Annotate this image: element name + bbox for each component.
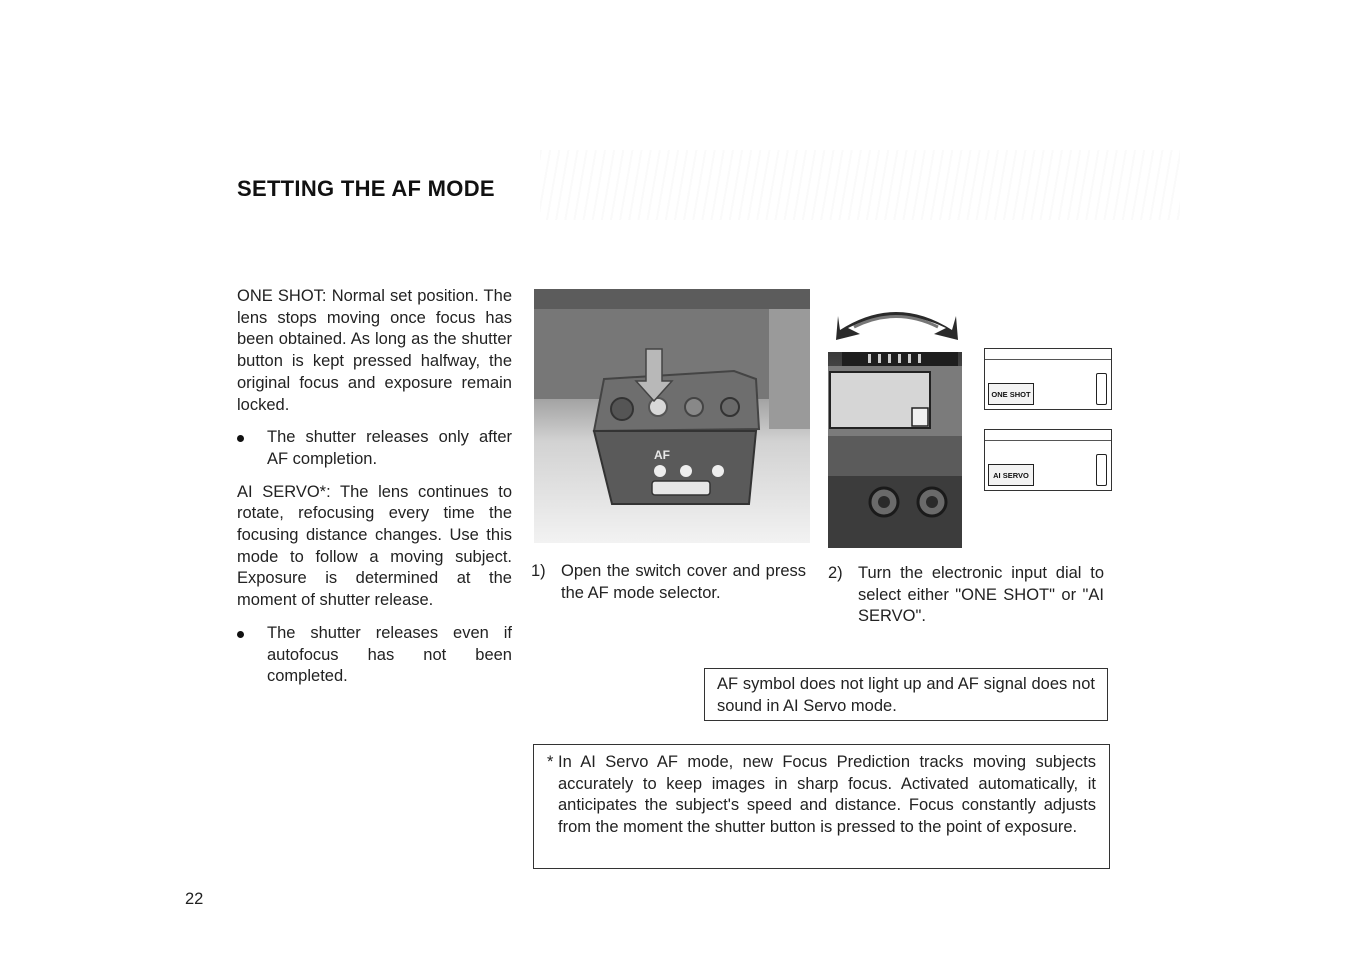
step-text: Turn the electronic input dial to select either "ONE SHOT" or "AI SERVO". [858, 564, 1104, 626]
step-2 [828, 563, 1106, 633]
ai-servo-bullet-text: The shutter releases even if autofocus has not been completed. [267, 623, 512, 686]
input-dial-photo [828, 352, 962, 548]
af-signal-note: AF symbol does not light up and AF signal does not sound in AI Servo mode. [704, 668, 1108, 721]
ai-servo-footnote [533, 744, 1110, 869]
lcd-indicator-slot [1096, 373, 1107, 405]
camera-switch-panel-illustration [534, 289, 810, 543]
step-number: 2) [828, 564, 843, 582]
lcd-panel-ai-servo [984, 429, 1112, 491]
lcd-mode-label: AI SERVO [988, 464, 1034, 486]
footnote-text: In AI Servo AF mode, new Focus Prediction tracks moving subjects accurately to keep images in sharp focus. Activated automatically, it anticipates the subject's speed and distance. Focus constantly adjusts from the moment the shutter button is pressed to the point of exposure. [558, 753, 1096, 837]
af-label: AF [654, 448, 670, 462]
ai-servo-bullet [237, 623, 512, 688]
bullet-dot-icon [237, 435, 244, 442]
left-column [237, 286, 512, 699]
rotate-dial-arrow-icon [834, 300, 958, 340]
one-shot-bullet [237, 427, 512, 470]
ai-servo-description: AI SERVO*: The lens continues to rotate, refocusing every time the focusing distance changes. Use this mode to follow a moving subject. Exposure is determined at the moment of shutter release. [237, 482, 512, 610]
lcd-mode-label: ONE SHOT [988, 383, 1034, 405]
one-shot-description: ONE SHOT: Normal set position. The lens stops moving once focus has been obtained. As long as the shutter button is kept pressed halfway, the original focus and exposure remain locked. [237, 287, 512, 414]
lcd-top-line [985, 359, 1111, 360]
step-text: Open the switch cover and press the AF mode selector. [561, 562, 806, 602]
page-number: 22 [185, 890, 204, 908]
page-title: SETTING THE AF MODE [237, 176, 495, 201]
scan-artifact [540, 150, 1180, 220]
switch-cover-photo [534, 289, 810, 543]
step-1 [531, 561, 807, 609]
lcd-top-line [985, 440, 1111, 441]
footnote-marker: * [547, 753, 554, 771]
step-number: 1) [531, 562, 546, 580]
one-shot-bullet-text: The shutter releases only after AF completion. [267, 428, 512, 468]
lcd-indicator-slot [1096, 454, 1107, 486]
lcd-panel-one-shot [984, 348, 1112, 410]
camera-top-dial-illustration [828, 352, 962, 548]
bullet-dot-icon [237, 631, 244, 638]
